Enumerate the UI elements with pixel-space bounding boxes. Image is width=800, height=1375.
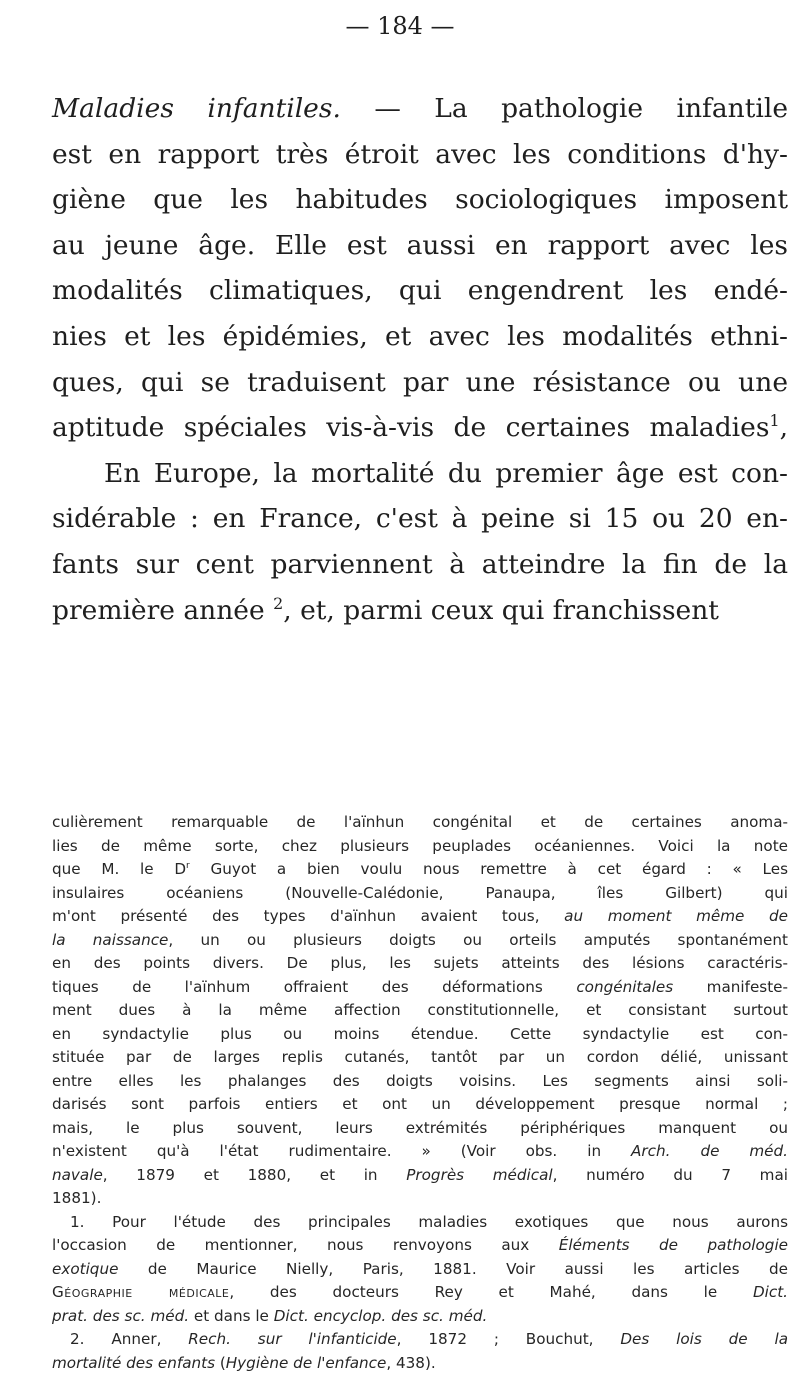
- text-line: giène que les habitudes sociologiques imposent: [52, 184, 788, 216]
- text-line: ques, qui se traduisent par une résistance ou une: [52, 366, 788, 398]
- text-line: Maladies infantiles. — La pathologie infantile: [52, 93, 789, 124]
- page-number: — 184 —: [345, 12, 455, 40]
- main-paragraph: [52, 86, 788, 633]
- text-line: modalités climatiques, qui engendrent les endé-: [52, 275, 788, 307]
- text-line: fants sur cent parviennent à atteindre la fin de la: [52, 548, 788, 580]
- footnote-ref-1: 1: [769, 411, 780, 431]
- footnote-continued: culièrement remarquable de l'aïnhun congénital et de certaines anoma- lies de même sorte, chez plusieurs peuplades océaniennes. Voici la note que M. le $D^r$ Guyot a bien voulu nous remettre à cet égard : « Les insulaires océaniens (Nouvelle-Calédonie, Panaupa, îles Gilbert) qui m'ont présenté des types d'aïnhun avaient tous, au moment même de la naissance, un ou plusieurs doigts ou orteils amputés spontanément en des points divers. De plus, les sujets atteints des lésions caractéris- tiques de l'aïnhum offraient des déformations congénitales manifeste- ment dues à la même affection constitutionnelle, et consistant surtout en syndactylie plus ou moins étendue. Cette syndactylie est con- stituée par de larges replis cutanés, tantôt par un cordon délié, unissant entre elles les phalanges des doigts voisins. Les segments ainsi soli- darisés sont parfois entiers et ont un développement presque normal ; mais, le plus souvent, leurs extrémités périphériques manquent ou n'existent qu'à l'état rudimentaire. » (Voir obs. in Arch. de méd. navale, 1879 et 1880, et in Progrès médical, numéro du 7 mai 1881).: [52, 813, 788, 1207]
- text-line: au jeune âge. Elle est aussi en rapport avec les: [52, 229, 788, 261]
- footnote-1: 1. Pour l'étude des principales maladies exotiques que nous aurons l'occasion de mentionner, nous renvoyons aux Éléments de pathologie exotique de Maurice Nielly, Paris, 1881. Voir aussi les articles de Géographie médicale, des docteurs Rey et Mahé, dans le Dict. prat. des sc. méd. et dans le Dict. encyclop. des sc. méd.: [52, 1212, 789, 1325]
- text-line: nies et les épidémies, et avec les modalités ethni-: [52, 320, 788, 352]
- text-line: aptitude spéciales vis-à-vis de certaines maladies$^1$,: [52, 411, 788, 444]
- footnotes: [52, 811, 788, 1375]
- text-line: première année $^2$, et, parmi ceux qui franchissent: [52, 593, 719, 626]
- footnote-2: 2. Anner, Rech. sur l'infanticide, 1872 ; Bouchut, Des lois de la mortalité des enfants (Hygiène de l'enfance, 438).: [52, 1330, 788, 1372]
- text-line: En Europe, la mortalité du premier âge est con-: [104, 457, 788, 489]
- text-line: est en rapport très étroit avec les conditions d'hy-: [52, 138, 788, 170]
- text-line: sidérable : en France, c'est à peine si 15 ou 20 en-: [52, 503, 788, 535]
- footnote-ref-2: 2: [273, 593, 284, 613]
- section-heading: Maladies infantiles.: [52, 93, 341, 124]
